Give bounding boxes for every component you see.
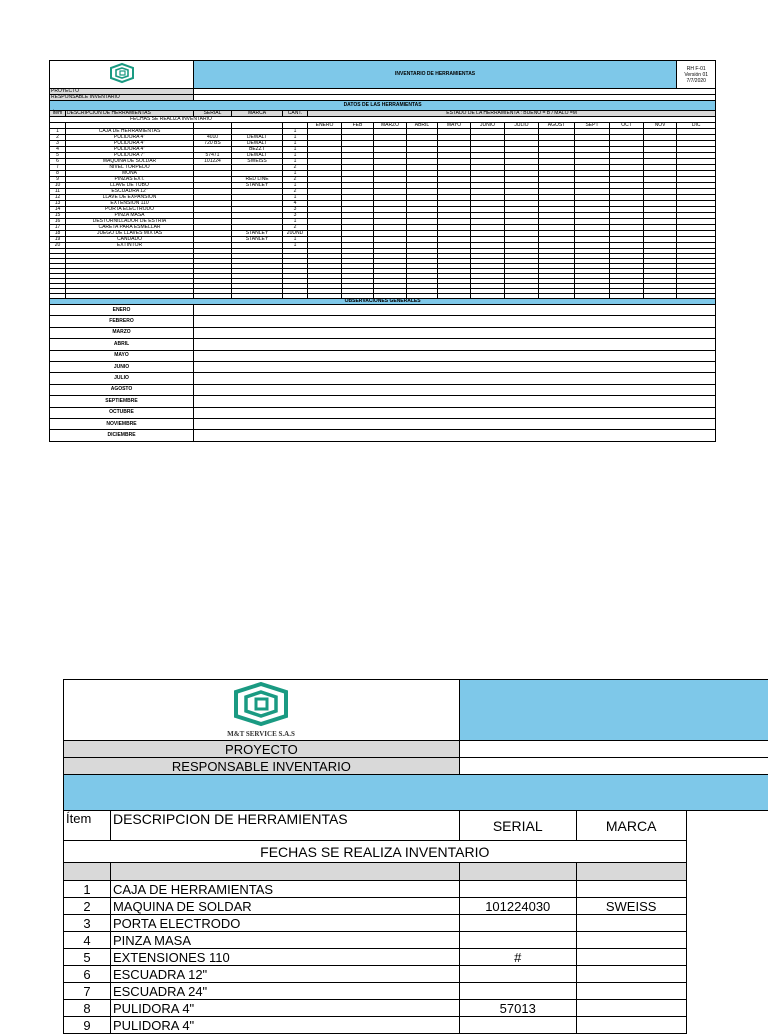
item-number: 14 [50, 207, 66, 213]
observation-month-5: MAYO [50, 350, 194, 361]
item-cant: 2 [283, 225, 308, 231]
item-number: 8 [50, 171, 66, 177]
observation-field[interactable] [194, 430, 716, 441]
item-description: ESCUADRA 12" [110, 966, 459, 983]
observation-field[interactable] [194, 407, 716, 418]
item-marca: RED LINE [232, 177, 283, 183]
col-descripcion: DESCRIPCION DE HERRAMIENTAS [66, 111, 194, 117]
item-description: CAJA DE HERRAMIENTAS [110, 881, 459, 898]
item-description: LLAVE DE TUBO [66, 183, 194, 189]
form-code: RH F-01 [678, 66, 714, 72]
item-description: LLAVE DE EXPANSION [66, 195, 194, 201]
item-cant: 1 [283, 237, 308, 243]
item-number: 6 [50, 159, 66, 165]
item-number: 18 [50, 231, 66, 237]
col-estado: ESTADO DE LA HERRAMIENTA : BUENO = B / MALO =M [308, 111, 716, 117]
observation-field[interactable] [194, 361, 716, 372]
item-marca [576, 1017, 686, 1034]
item-cant: 1 [283, 219, 308, 225]
item-serial [459, 1017, 576, 1034]
responsable-label-large: RESPONSABLE INVENTARIO [64, 758, 460, 775]
observation-month-6: JUNIO [50, 361, 194, 372]
item-description: CAJA DE HERRAMIENTAS [66, 129, 194, 135]
item-cant: 1 [283, 129, 308, 135]
responsable-field-large[interactable] [459, 758, 768, 775]
inventory-sheet-page2 [63, 679, 768, 1024]
month-header-10: OCT [610, 123, 644, 129]
item-description: ESCUADRA 12" [66, 189, 194, 195]
observation-field[interactable] [194, 396, 716, 407]
item-serial: 101224030 [459, 898, 576, 915]
observation-row [50, 373, 716, 384]
item-cant: 2 [283, 177, 308, 183]
observation-month-10: OCTUBRE [50, 407, 194, 418]
item-description: PULIDORA 4" [66, 135, 194, 141]
item-description: PULIDORA 4" [110, 1017, 459, 1034]
table-row [64, 932, 768, 949]
observation-row [50, 430, 716, 441]
item-serial: 101224 [194, 159, 232, 165]
month-header-4: ABRIL [407, 123, 438, 129]
item-number: 1 [64, 881, 111, 898]
logo-cell [50, 61, 194, 89]
col-descripcion-large: DESCRIPCION DE HERRAMIENTAS [110, 811, 459, 841]
fechas-label-large: FECHAS SE REALIZA INVENTARIO [64, 841, 687, 863]
item-cant: 1 [283, 183, 308, 189]
proyecto-label: PROYECTO [50, 89, 194, 95]
col-marca-large: MARCA [576, 811, 686, 841]
item-description: PORTA ELECTRODO [110, 915, 459, 932]
inventory-table-small [49, 60, 716, 442]
table-row [64, 949, 768, 966]
month-header-3: MARZO [374, 123, 407, 129]
observation-field[interactable] [194, 339, 716, 350]
observation-row [50, 384, 716, 395]
observation-row [50, 418, 716, 429]
item-serial: 57013 [459, 1000, 576, 1017]
item-description: MAQUINA DE SOLDAR [110, 898, 459, 915]
item-description: PULIDORA 7" [66, 153, 194, 159]
item-number: 19 [50, 237, 66, 243]
observation-month-1: ENERO [50, 305, 194, 316]
month-header-8: AGOST [539, 123, 575, 129]
item-serial [459, 915, 576, 932]
item-marca [576, 949, 686, 966]
item-description: ESCUADRA 24" [110, 983, 459, 1000]
col-item-large: Ítem [64, 811, 111, 841]
table-row [64, 983, 768, 1000]
item-number: 7 [64, 983, 111, 1000]
observation-field[interactable] [194, 350, 716, 361]
observation-month-2: FEBRERO [50, 316, 194, 327]
item-cant: 20UND [283, 231, 308, 237]
observation-field[interactable] [194, 316, 716, 327]
item-marca [576, 966, 686, 983]
item-number: 11 [50, 189, 66, 195]
item-number: 5 [64, 949, 111, 966]
month-header-7: JULIO [505, 123, 539, 129]
company-name: M&T SERVICE S.A.S [228, 730, 296, 738]
item-description: PINZA MASA [66, 213, 194, 219]
item-number: 17 [50, 225, 66, 231]
item-number: 3 [64, 915, 111, 932]
item-number: 16 [50, 219, 66, 225]
item-marca [576, 983, 686, 1000]
item-number: 12 [50, 195, 66, 201]
month-header-1: ENERO [308, 123, 342, 129]
item-serial: 57471 [194, 153, 232, 159]
item-description: PULIDORA 4" [66, 141, 194, 147]
item-marca: SWEISS [232, 159, 283, 165]
item-number: 10 [50, 183, 66, 189]
proyecto-label-large: PROYECTO [64, 741, 460, 758]
observation-month-9: SEPTIEMBRE [50, 396, 194, 407]
observation-field[interactable] [194, 327, 716, 338]
item-cant: 1 [283, 153, 308, 159]
item-description: MAQUINA DE SOLDAR [66, 159, 194, 165]
table-row [64, 966, 768, 983]
item-description: PINZAS EXT. [66, 177, 194, 183]
observaciones-header: OBSERVACIONES GENERALES [50, 299, 716, 305]
item-cant: 3 [283, 207, 308, 213]
item-cant: 2 [283, 165, 308, 171]
observation-row [50, 396, 716, 407]
observation-month-8: AGOSTO [50, 384, 194, 395]
inventory-table-zoom [63, 679, 768, 1034]
datos-band [64, 775, 768, 811]
item-cant: 3 [283, 213, 308, 219]
inventory-sheet-page1 [49, 60, 715, 442]
item-description: JUEGO DE LLAVES MIXTAS [66, 231, 194, 237]
item-serial [459, 966, 576, 983]
item-description: PINZA MASA [110, 932, 459, 949]
item-number: 4 [64, 932, 111, 949]
item-number: 7 [50, 165, 66, 171]
item-serial [459, 983, 576, 1000]
item-marca [576, 881, 686, 898]
col-item: Ítem [50, 111, 66, 117]
observation-field[interactable] [194, 384, 716, 395]
item-cant: 1 [283, 171, 308, 177]
item-marca: DEWALT [232, 153, 283, 159]
item-marca [576, 932, 686, 949]
observation-row [50, 316, 716, 327]
sheet-title: INVENTARIO DE HERRAMIENTAS [194, 61, 677, 89]
item-number: 2 [50, 135, 66, 141]
item-serial [459, 932, 576, 949]
col-marca: MARCA [232, 111, 283, 117]
observation-month-4: ABRIL [50, 339, 194, 350]
fechas-label: FECHAS SE REALIZA INVENTARIO [50, 117, 716, 123]
item-number: 4 [50, 147, 66, 153]
item-description: MONA [66, 171, 194, 177]
item-cant: 1 [283, 195, 308, 201]
item-cant: 1 [283, 141, 308, 147]
observation-field[interactable] [194, 373, 716, 384]
table-row [64, 881, 768, 898]
responsable-label: RESPONSABLE INVENTARIO [50, 95, 194, 101]
month-header-2: FEB [342, 123, 374, 129]
observation-month-11: NOVIEMBRE [50, 418, 194, 429]
item-cant: 1 [283, 159, 308, 165]
observation-row [50, 361, 716, 372]
item-serial [459, 881, 576, 898]
item-marca: DEWALT [232, 135, 283, 141]
month-header-11: NOV [644, 123, 677, 129]
datos-header: DATOS DE LAS HERRAMIENTAS [50, 101, 716, 111]
item-marca: BEZZT [232, 147, 283, 153]
proyecto-field-large[interactable] [459, 741, 768, 758]
item-description: PULIDORA 4" [110, 1000, 459, 1017]
item-description: DESTORNILLADOR DE ESTRIA [66, 219, 194, 225]
item-description: EXTENSION 110 [66, 201, 194, 207]
observation-field[interactable] [194, 418, 716, 429]
item-cant: 1 [283, 243, 308, 249]
observation-month-12: DICIEMBRE [50, 430, 194, 441]
item-cant: 1 [283, 147, 308, 153]
item-number: 9 [64, 1017, 111, 1034]
company-logo-icon [206, 680, 316, 740]
observation-row [50, 339, 716, 350]
item-marca: STANLEY [232, 231, 283, 237]
item-marca: DEWALT [232, 141, 283, 147]
observation-row [50, 350, 716, 361]
item-number: 6 [64, 966, 111, 983]
item-serial: 4010 [194, 135, 232, 141]
item-marca: STANLEY [232, 183, 283, 189]
item-description: CANDADO [66, 237, 194, 243]
item-serial: # [459, 949, 576, 966]
table-row [64, 915, 768, 932]
item-number: 15 [50, 213, 66, 219]
table-row [64, 1017, 768, 1034]
item-description: PORTA ELECTRODO [66, 207, 194, 213]
item-number: 20 [50, 243, 66, 249]
item-number: 3 [50, 141, 66, 147]
item-cant: 2 [283, 189, 308, 195]
col-serial: SERIAL [194, 111, 232, 117]
form-code-block [677, 61, 716, 89]
item-marca: STANLEY [232, 237, 283, 243]
item-marca [576, 915, 686, 932]
item-marca [576, 1000, 686, 1017]
title-band [459, 680, 768, 741]
item-number: 13 [50, 201, 66, 207]
observation-row [50, 327, 716, 338]
observation-month-3: MARZO [50, 327, 194, 338]
item-serial: 720 BS [194, 141, 232, 147]
item-number: 5 [50, 153, 66, 159]
observation-row [50, 407, 716, 418]
month-header-5: MAYO [438, 123, 471, 129]
month-header-6: JUNIO [471, 123, 505, 129]
table-row [64, 1000, 768, 1017]
observation-month-7: JULIO [50, 373, 194, 384]
month-header-9: SEPT [575, 123, 610, 129]
item-description: EXTINTOR [66, 243, 194, 249]
item-cant: 1 [283, 135, 308, 141]
item-number: 8 [64, 1000, 111, 1017]
company-logo-icon [107, 62, 137, 86]
item-number: 1 [50, 129, 66, 135]
observation-field[interactable] [194, 305, 716, 316]
item-number: 9 [50, 177, 66, 183]
item-description: PULIDORA 4" [66, 147, 194, 153]
item-description: CARETA PARA ESMELLAR [66, 225, 194, 231]
table-row [64, 898, 768, 915]
item-description: EXTENSIONES 110 [110, 949, 459, 966]
item-marca: SWEISS [576, 898, 686, 915]
col-serial-large: SERIAL [459, 811, 576, 841]
form-date: 7/7/2020 [678, 78, 714, 84]
item-cant: 4 [283, 201, 308, 207]
observation-row [50, 305, 716, 316]
form-version: Versión 01 [678, 72, 714, 78]
item-description: NIVEL TORPEDO [66, 165, 194, 171]
month-header-12: DIC [677, 123, 716, 129]
col-cant: CANT. [283, 111, 308, 117]
item-number: 2 [64, 898, 111, 915]
logo-cell-large [64, 680, 460, 741]
